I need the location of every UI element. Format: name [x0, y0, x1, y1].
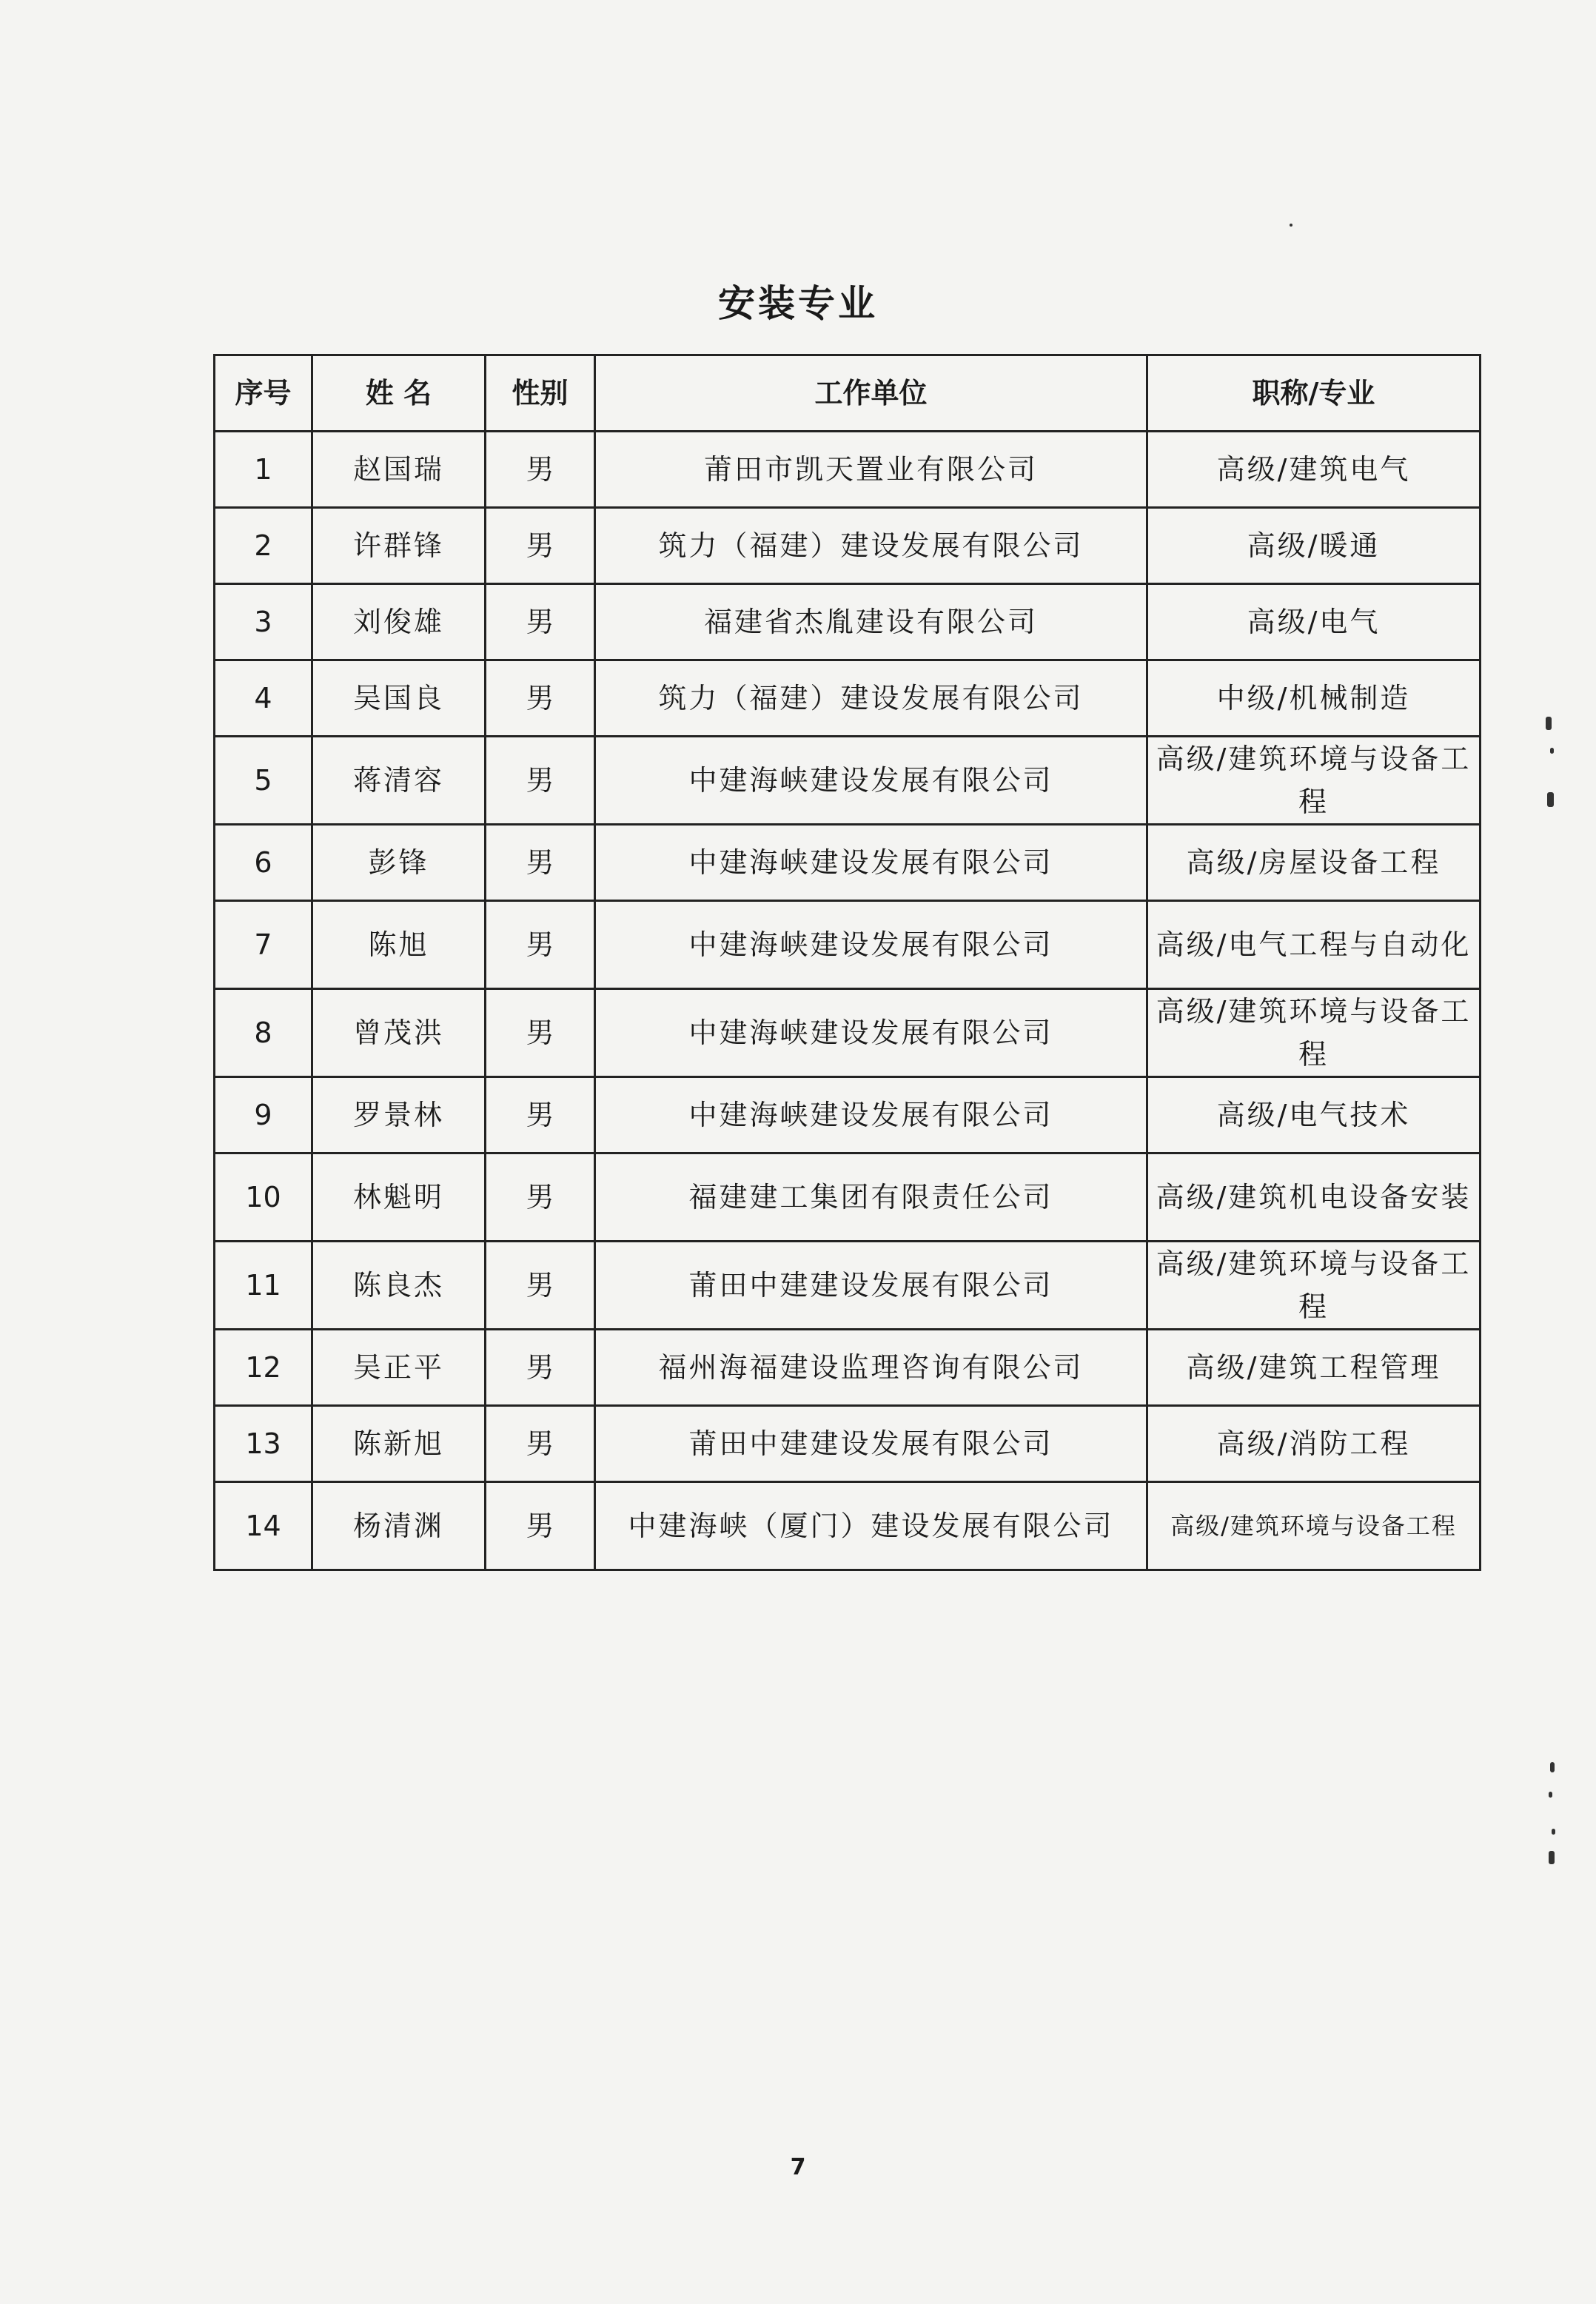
- page-title: 安装专业: [718, 282, 878, 325]
- header-title: 职称/专业: [1147, 355, 1481, 432]
- cell-seq: 4: [215, 660, 312, 737]
- cell-gender: 男: [486, 432, 595, 508]
- cell-seq: 7: [215, 901, 312, 989]
- table-row: [215, 432, 1481, 508]
- cell-gender: 男: [486, 1153, 595, 1242]
- header-name: 姓 名: [312, 355, 486, 432]
- cell-seq: 2: [215, 508, 312, 584]
- cell-name: 陈良杰: [312, 1242, 486, 1330]
- cell-gender: 男: [486, 1330, 595, 1406]
- cell-gender: 男: [486, 825, 595, 901]
- cell-seq: 6: [215, 825, 312, 901]
- page-number: 7: [790, 2154, 806, 2180]
- cell-title: 高级/电气工程与自动化: [1147, 901, 1481, 989]
- cell-title: 高级/建筑环境与设备工程: [1147, 1242, 1481, 1330]
- cell-name: 林魁明: [312, 1153, 486, 1242]
- cell-name: 刘俊雄: [312, 584, 486, 660]
- cell-unit: 中建海峡建设发展有限公司: [595, 825, 1147, 901]
- table-row: [215, 737, 1481, 825]
- cell-gender: 男: [486, 1482, 595, 1570]
- scan-speck: [1550, 1762, 1555, 1772]
- header-seq: 序号: [215, 355, 312, 432]
- table-row: [215, 660, 1481, 737]
- cell-name: 杨清渊: [312, 1482, 486, 1570]
- roster-table: [213, 354, 1481, 1571]
- header-gender: 性别: [486, 355, 595, 432]
- cell-seq: 12: [215, 1330, 312, 1406]
- table-header-row: [215, 355, 1481, 432]
- cell-gender: 男: [486, 584, 595, 660]
- scan-speck: [1290, 224, 1292, 227]
- scan-speck: [1552, 1829, 1555, 1835]
- scan-speck: [1549, 1851, 1555, 1864]
- cell-unit: 福建省杰胤建设有限公司: [595, 584, 1147, 660]
- cell-gender: 男: [486, 1242, 595, 1330]
- cell-seq: 8: [215, 989, 312, 1077]
- table-row: [215, 1330, 1481, 1406]
- table-row: [215, 584, 1481, 660]
- cell-name: 罗景林: [312, 1077, 486, 1153]
- cell-title: 高级/建筑环境与设备工程: [1147, 989, 1481, 1077]
- table-row: [215, 989, 1481, 1077]
- table-row: [215, 825, 1481, 901]
- cell-unit: 莆田中建建设发展有限公司: [595, 1242, 1147, 1330]
- cell-gender: 男: [486, 901, 595, 989]
- scan-speck: [1549, 1792, 1552, 1798]
- cell-unit: 莆田中建建设发展有限公司: [595, 1406, 1147, 1482]
- cell-title: 高级/建筑机电设备安装: [1147, 1153, 1481, 1242]
- cell-name: 彭锋: [312, 825, 486, 901]
- cell-title: 高级/电气: [1147, 584, 1481, 660]
- cell-name: 陈新旭: [312, 1406, 486, 1482]
- cell-unit: 中建海峡建设发展有限公司: [595, 901, 1147, 989]
- cell-title: 高级/暖通: [1147, 508, 1481, 584]
- cell-gender: 男: [486, 1406, 595, 1482]
- cell-title: 高级/电气技术: [1147, 1077, 1481, 1153]
- cell-name: 曾茂洪: [312, 989, 486, 1077]
- cell-unit: 莆田市凯天置业有限公司: [595, 432, 1147, 508]
- cell-gender: 男: [486, 737, 595, 825]
- cell-name: 赵国瑞: [312, 432, 486, 508]
- cell-seq: 9: [215, 1077, 312, 1153]
- cell-seq: 14: [215, 1482, 312, 1570]
- cell-seq: 10: [215, 1153, 312, 1242]
- cell-title: 高级/建筑环境与设备工程: [1147, 737, 1481, 825]
- cell-name: 吴正平: [312, 1330, 486, 1406]
- table-row: [215, 508, 1481, 584]
- scan-speck: [1546, 717, 1552, 730]
- cell-title: 高级/房屋设备工程: [1147, 825, 1481, 901]
- cell-title: 高级/建筑环境与设备工程: [1147, 1482, 1481, 1570]
- cell-name: 陈旭: [312, 901, 486, 989]
- cell-seq: 5: [215, 737, 312, 825]
- cell-name: 许群锋: [312, 508, 486, 584]
- scan-speck: [1550, 748, 1554, 754]
- cell-unit: 福州海福建设监理咨询有限公司: [595, 1330, 1147, 1406]
- cell-seq: 3: [215, 584, 312, 660]
- table-row: [215, 901, 1481, 989]
- table-row: [215, 1406, 1481, 1482]
- cell-seq: 11: [215, 1242, 312, 1330]
- scan-speck: [1547, 792, 1554, 807]
- table-row: [215, 1482, 1481, 1570]
- table-row: [215, 1242, 1481, 1330]
- cell-gender: 男: [486, 989, 595, 1077]
- cell-gender: 男: [486, 1077, 595, 1153]
- cell-gender: 男: [486, 508, 595, 584]
- cell-unit: 筑力（福建）建设发展有限公司: [595, 660, 1147, 737]
- cell-unit: 中建海峡（厦门）建设发展有限公司: [595, 1482, 1147, 1570]
- cell-seq: 1: [215, 432, 312, 508]
- cell-title: 高级/消防工程: [1147, 1406, 1481, 1482]
- cell-unit: 中建海峡建设发展有限公司: [595, 989, 1147, 1077]
- cell-title: 高级/建筑电气: [1147, 432, 1481, 508]
- cell-unit: 中建海峡建设发展有限公司: [595, 1077, 1147, 1153]
- cell-seq: 13: [215, 1406, 312, 1482]
- cell-unit: 福建建工集团有限责任公司: [595, 1153, 1147, 1242]
- header-unit: 工作单位: [595, 355, 1147, 432]
- table-row: [215, 1077, 1481, 1153]
- cell-title: 中级/机械制造: [1147, 660, 1481, 737]
- cell-unit: 筑力（福建）建设发展有限公司: [595, 508, 1147, 584]
- table-row: [215, 1153, 1481, 1242]
- cell-unit: 中建海峡建设发展有限公司: [595, 737, 1147, 825]
- cell-title: 高级/建筑工程管理: [1147, 1330, 1481, 1406]
- cell-gender: 男: [486, 660, 595, 737]
- cell-name: 吴国良: [312, 660, 486, 737]
- cell-name: 蒋清容: [312, 737, 486, 825]
